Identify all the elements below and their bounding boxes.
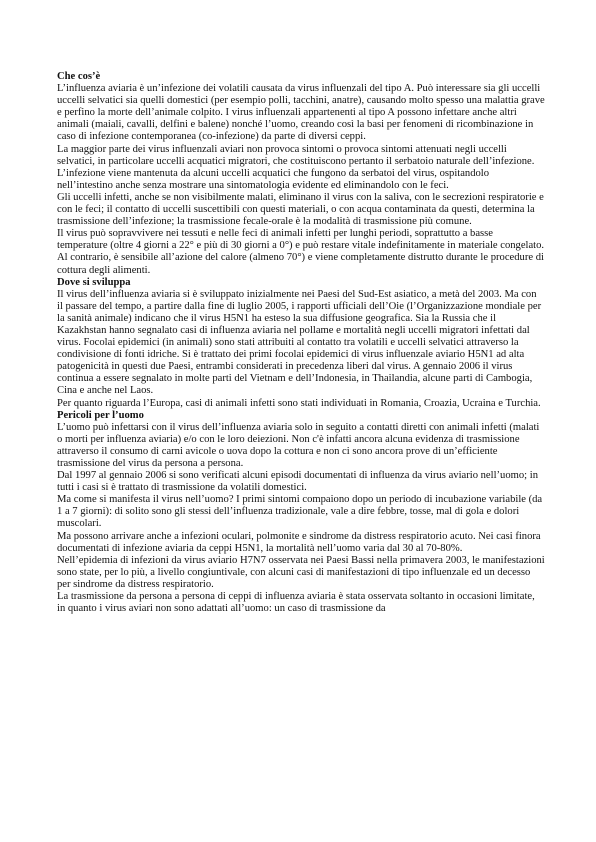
paragraph: Ma come si manifesta il virus nell’uomo? I primi sintomi compaiono dopo un periodo di incubazione variabile (da 1 a 7 giorni): di solito sono gli stessi dell’influenza tradizionale, vale a dire febbre, tosse, mal di gola e dolori muscolari. — [57, 494, 543, 530]
paragraph: L’influenza aviaria è un’infezione dei volatili causata da virus influenzali del tipo A. Può interessare sia gli uccelli uccelli selvatici sia quelli domestici (per esempio polli, tacchini, anatre), causando molto spesso una malattia grave e perfino la morte dell’animale colpito. I virus influenzali appartenenti al tipo A possono infettare anche altri animali (maiali, cavalli, delfini e balene) nonché l’uomo, creando così la basi per fenomeni di ricombinazione in caso di infezione contemporanea (co-infezione) da parte di diversi ceppi. — [57, 83, 545, 143]
paragraph: Gli uccelli infetti, anche se non visibilmente malati, eliminano il virus con la saliva, con le secrezioni respiratorie e con le feci; il contatto di uccelli suscettibili con questi materiali, o con acqua contaminata da questi, determina la trasmissione dell’infezione; la trasmissione fecale-orale è la modalità di trasmissione più comune. — [57, 191, 544, 228]
section-heading: Dove si sviluppa — [57, 276, 131, 288]
paragraph: Il virus può sopravvivere nei tessuti e nelle feci di animali infetti per lunghi periodi, soprattutto a basse temperature (oltre 4 giorni a 22° e più di 30 giorni a 0°) e può restare vitale indefinitamente in materiale congelato. Al contrario, è sensibile all’azione del calore (almeno 70°) e viene completamente distrutto durante le procedure di cottura degli alimenti. — [57, 228, 545, 276]
paragraph: La trasmissione da persona a persona di ceppi di influenza aviaria è stata osservata soltanto in occasioni limitate, in quanto i virus aviari non sono adattati all’uomo: un caso di trasmissione da — [57, 591, 535, 615]
paragraph: La maggior parte dei virus influenzali aviari non provoca sintomi o provoca sintomi attenuati negli uccelli selvatici, in particolare uccelli acquatici migratori, che costituiscono pertanto il serbatoio naturale dell’infezione. L’infezione viene mantenuta da alcuni uccelli acquatici che fungono da serbatoi del virus, ospitandolo nell’intestino anche senza mostrare una sintomatologia evidente ed eliminandolo con le feci. — [57, 143, 535, 191]
paragraph: Nell’epidemia di infezioni da virus aviario H7N7 osservata nei Paesi Bassi nella primavera 2003, le manifestazioni sono state, per lo più, a livello congiuntivale, con alcuni casi di manifestazioni di tipo influenzale ed un decesso per sindrome da distress respiratorio. — [57, 554, 545, 590]
paragraph: Il virus dell’influenza aviaria si è sviluppato inizialmente nei Paesi del Sud-Est asiatico, a metà del 2003. Ma con il passare del tempo, a partire dalla fine di luglio 2005, i rapporti ufficiali dell’Oie (l’Organizzazione mondiale per la sanità animale) indicano che il virus H5N1 ha esteso la sua diffusione geografica. Sia la Russia che il Kazakhstan hanno segnalato casi di influenza aviaria nel pollame e mortalità negli uccelli migratori infettati dal virus. Focolai epidemici (in animali) sono stati attribuiti al contatto tra volatili e uccelli selvatici attraverso la condivisione di fonti idriche. Si è trattato dei primi focolai epidemici di virus influenzale aviario H5N1 ad alta patogenicità in questi due Paesi, entrambi considerati in precedenza liberi dal virus. A gennaio 2006 il virus continua a essere segnalato in molte parti del Vietnam e dell’Indonesia, in Thailandia, alcune parti di Cambogia, Cina e anche nel Laos. — [57, 288, 542, 397]
section-che-cose — [57, 71, 545, 277]
section-heading: Che cos’è — [57, 71, 101, 82]
section-pericoli-per-luomo — [57, 410, 545, 616]
paragraph: Dal 1997 al gennaio 2006 si sono verificati alcuni episodi documentati di influenza da virus aviario nell’uomo; in tutti i casi si è trattato di trasmissione da volatili domestici. — [57, 470, 539, 494]
paragraph: Ma possono arrivare anche a infezioni oculari, polmonite e sindrome da distress respiratorio acuto. Nei casi finora documentati di infezione aviaria da ceppi H5N1, la mortalità nell’uomo varia dal 30 al 70-80%. — [57, 530, 541, 554]
document-page — [57, 71, 545, 615]
paragraph: Per quanto riguarda l’Europa, casi di animali infetti sono stati individuati in Romania, Croazia, Ucraina e Turchia. — [57, 397, 541, 409]
section-dove-si-sviluppa — [57, 277, 545, 410]
paragraph: L’uomo può infettarsi con il virus dell’influenza aviaria solo in seguito a contatti diretti con animali infetti (malati o morti per influenza aviaria) e/o con le loro deiezioni. Non c'è infatti ancora alcuna evidenza di trasmissione attraverso il consumo di carni avicole o uova dopo la cottura e non ci sono ancora prove di un’efficiente trasmissione del virus da persona a persona. — [57, 421, 540, 469]
section-heading: Pericoli per l’uomo — [57, 409, 144, 421]
